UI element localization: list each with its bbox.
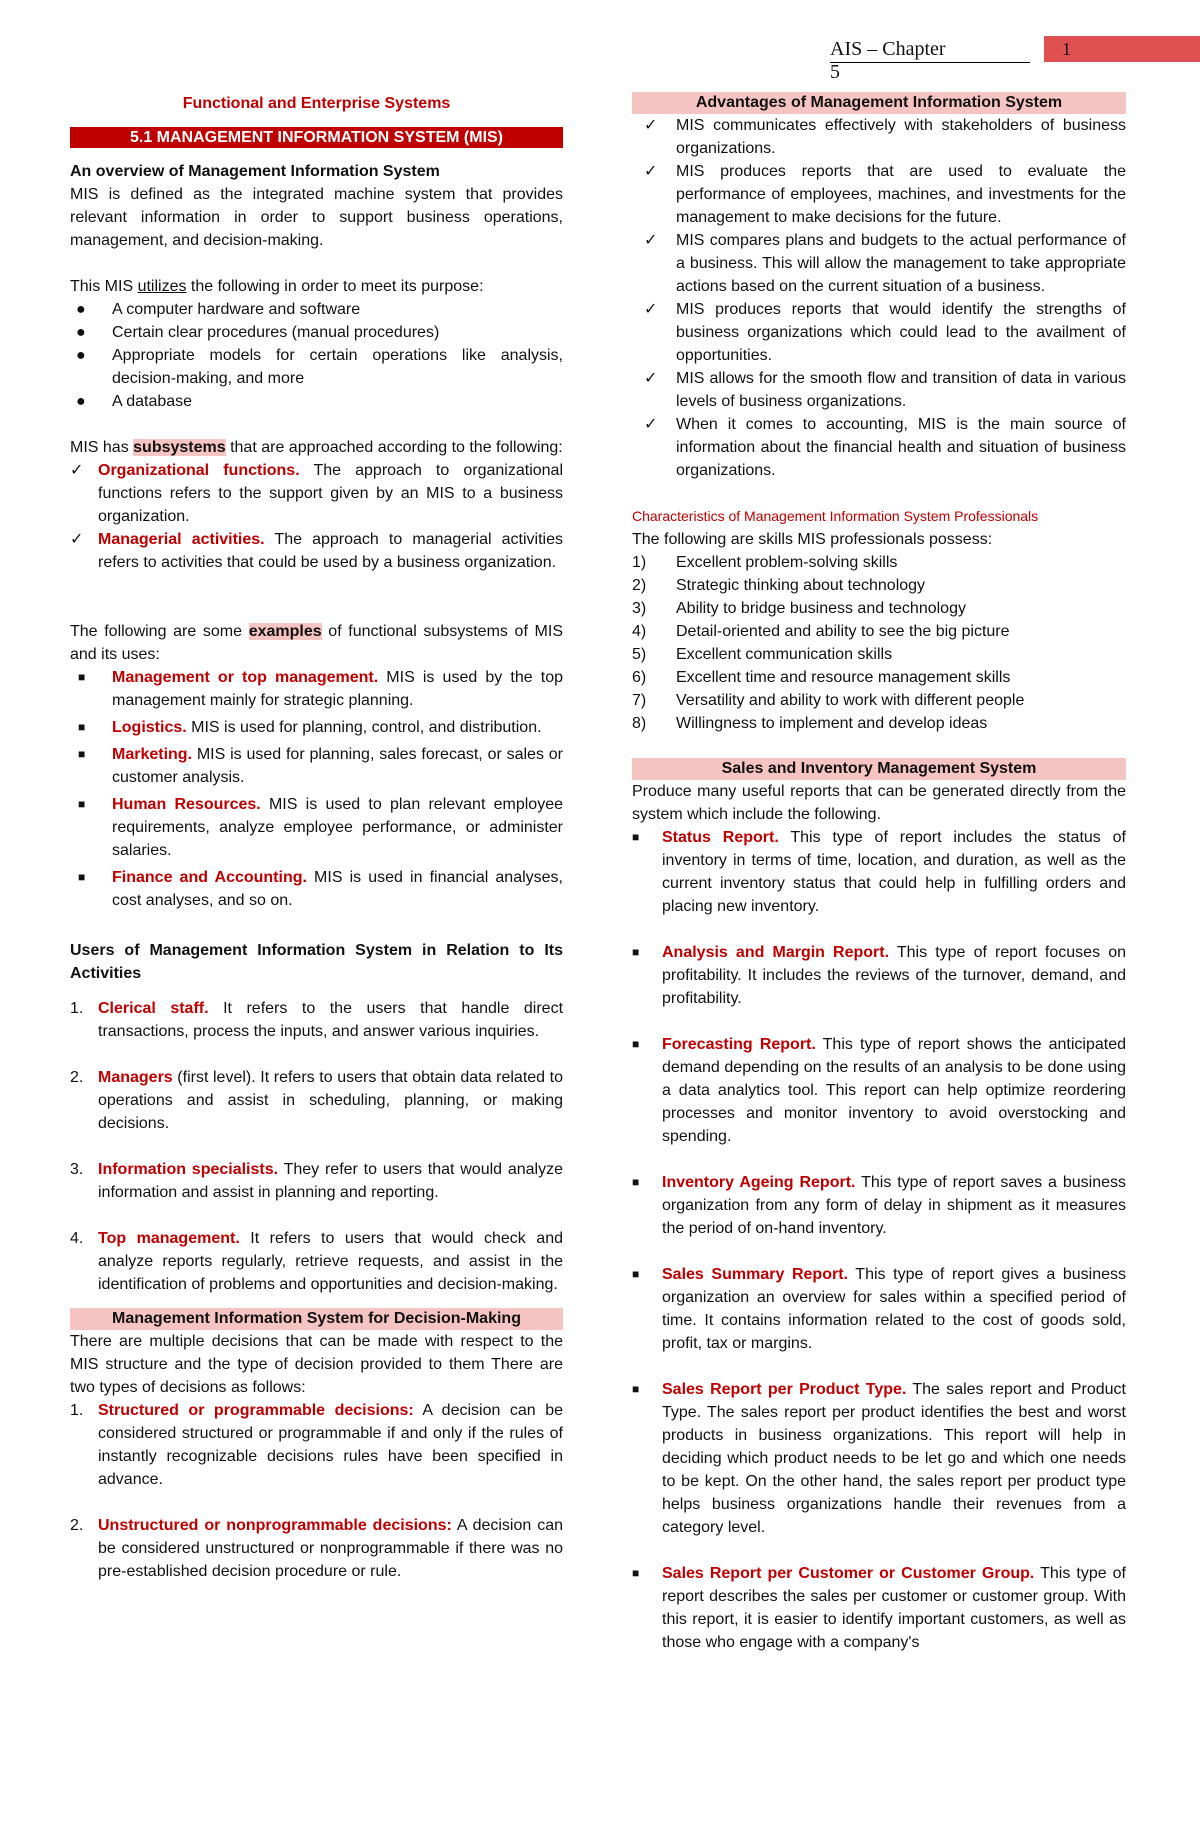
square-bullet-icon: ■ (78, 797, 86, 811)
square-bullet-icon: ■ (78, 870, 86, 884)
checkmark-icon: ✓ (70, 531, 84, 548)
list-item: ✓ Managerial activities. The approach to managerial activities refers to activities that could be used by a business organization. (70, 528, 563, 574)
examples-list (70, 666, 563, 912)
checkmark-icon: ✓ (644, 163, 658, 180)
bullet-icon: ● (76, 393, 86, 410)
list-item: ✓ MIS produces reports that are used to evaluate the performance of employees, machines, and investments for the management to make decisions for the future. (632, 160, 1126, 229)
list-item: ■ Logistics. MIS is used for planning, control, and distribution. (70, 716, 563, 739)
list-item: ● A database (70, 390, 563, 413)
advantages-banner: Advantages of Management Information System (632, 92, 1126, 114)
users-heading: Users of Management Information System in Relation to Its Activities (70, 942, 563, 982)
left-column (70, 92, 563, 1583)
square-bullet-icon: ■ (632, 830, 640, 844)
subsystems-list (70, 459, 563, 574)
list-item: 1. Structured or programmable decisions: A decision can be considered structured or programmable if and only if the rules of instantly recognizable decisions rules have been specified in advance. (70, 1402, 564, 1488)
list-item: 1. Clerical staff. It refers to the users that handle direct transactions, process the inputs, and answer various inquiries. (70, 1000, 564, 1040)
decision-text: There are multiple decisions that can be made with respect to the MIS structure and the type of decision provided to them There are two types of decisions as follows: (70, 1333, 563, 1396)
list-item: ■ Sales Report per Customer or Customer Group. This type of report describes the sales per customer or customer group. With this report, it is easier to identify important customers, as well as those who engage with a company's (632, 1562, 1126, 1654)
square-bullet-icon: ■ (632, 1382, 640, 1396)
examples-intro: The following are some examples of functional subsystems of MIS and its uses: (70, 623, 564, 663)
decision-banner: Management Information System for Decision-Making (70, 1308, 563, 1330)
characteristics-intro: The following are skills MIS professionals possess: (632, 531, 993, 548)
list-item: ■ Marketing. MIS is used for planning, sales forecast, or sales or customer analysis. (70, 743, 563, 789)
list-item: ● A computer hardware and software (70, 298, 563, 321)
utilizes-list (70, 298, 563, 413)
list-item: ■ Human Resources. MIS is used to plan relevant employee requirements, analyze employee performance, or administer salaries. (70, 793, 563, 862)
list-item: ● Certain clear procedures (manual procedures) (70, 321, 563, 344)
square-bullet-icon: ■ (78, 720, 86, 734)
square-bullet-icon: ■ (632, 945, 640, 959)
list-item: 3) Ability to bridge business and technology (632, 600, 966, 617)
list-item: 2) Strategic thinking about technology (632, 577, 926, 594)
list-item: 4) Detail-oriented and ability to see the big picture (632, 623, 1010, 640)
list-item: 8) Willingness to implement and develop ideas (632, 715, 988, 732)
list-item: 2. Unstructured or nonprogrammable decisions: A decision can be considered unstructured or nonprogrammable if there was no pre-established decision procedure or rule. (70, 1517, 563, 1580)
checkmark-icon: ✓ (644, 370, 658, 387)
list-item: ✓ Organizational functions. The approach to organizational functions refers to the support given by an MIS to a business organization. (70, 459, 563, 528)
square-bullet-icon: ■ (632, 1175, 640, 1189)
square-bullet-icon: ■ (632, 1267, 640, 1281)
page-header (830, 36, 1200, 83)
list-item: 6) Excellent time and resource management skills (632, 669, 1011, 686)
list-item: ■ Forecasting Report. This type of report shows the anticipated demand depending on the results of an analysis to be done using a data analytics tool. This report can help optimize reordering processes and monitor inventory to avoid overstocking and spending. (632, 1033, 1126, 1148)
sales-intro: Produce many useful reports that can be generated directly from the system which include the following. (632, 783, 1126, 823)
list-item: ■ Status Report. This type of report includes the status of inventory in terms of time, location, and duration, as well as the current inventory status that could help in fulfilling orders and placing new inventory. (632, 826, 1126, 918)
list-item: ✓ MIS communicates effectively with stakeholders of business organizations. (632, 114, 1126, 160)
list-item: 3. Information specialists. They refer to users that would analyze information and assist in planning and reporting. (70, 1161, 563, 1201)
doc-title: Functional and Enterprise Systems (182, 95, 451, 112)
square-bullet-icon: ■ (632, 1566, 640, 1580)
bullet-icon: ● (76, 324, 86, 341)
list-item: ✓ MIS produces reports that would identify the strengths of business organizations which could lead to the availment of opportunities. (632, 298, 1126, 367)
list-item: ● Appropriate models for certain operations like analysis, decision-making, and more (70, 344, 563, 390)
subsystems-intro: MIS has subsystems that are approached according to the following: (70, 439, 563, 456)
characteristics-heading: Characteristics of Management Information System Professionals (632, 508, 1039, 524)
list-item: ■ Sales Summary Report. This type of report gives a business organization an overview for sales within a specified period of time. It contains information related to the cost of goods sold, profit, tax or margins. (632, 1263, 1126, 1355)
checkmark-icon: ✓ (644, 232, 658, 249)
advantages-list (632, 114, 1126, 482)
list-item: ■ Sales Report per Product Type. The sales report and Product Type. The sales report per product identifies the best and worst products in business organizations. This report will help in deciding which product needs to be let go and which one needs to be kept. On the other hand, the sales report per product type helps business organizations handle their revenues from a category level. (632, 1378, 1126, 1539)
bullet-icon: ● (76, 301, 86, 318)
list-item: 7) Versatility and ability to work with different people (632, 692, 1025, 709)
decision-list (70, 1399, 563, 1583)
list-item: ■ Inventory Ageing Report. This type of report saves a business organization from any form of delay in shipment as it measures the period of on-hand inventory. (632, 1171, 1126, 1240)
list-item: ■ Analysis and Margin Report. This type of report focuses on profitability. It includes the reviews of the turnover, demand, and profitability. (632, 941, 1126, 1010)
sales-banner: Sales and Inventory Management System (632, 758, 1126, 780)
list-item: 4. Top management. It refers to users that would check and analyze reports regularly, retrieve requests, and assist in the identification of problems and opportunities and decision-making. (70, 1230, 564, 1293)
list-item: ✓ When it comes to accounting, MIS is the main source of information about the financial health and situation of business organizations. (632, 413, 1126, 482)
list-item: ✓ MIS allows for the smooth flow and transition of data in various levels of business organizations. (632, 367, 1126, 413)
checkmark-icon: ✓ (644, 301, 658, 318)
square-bullet-icon: ■ (78, 747, 86, 761)
page-number: 1 (1044, 36, 1200, 62)
square-bullet-icon: ■ (78, 670, 86, 684)
users-list (70, 997, 563, 1296)
overview-heading: An overview of Management Information System (70, 163, 440, 180)
checkmark-icon: ✓ (644, 117, 658, 134)
checkmark-icon: ✓ (644, 416, 658, 433)
characteristics-list (632, 551, 1126, 735)
list-item: 5) Excellent communication skills (632, 646, 893, 663)
checkmark-icon: ✓ (70, 462, 84, 479)
square-bullet-icon: ■ (632, 1037, 640, 1051)
list-item: ■ Management or top management. MIS is used by the top management mainly for strategic planning. (70, 666, 563, 712)
header-title: AIS – Chapter 5 (830, 38, 946, 83)
utilizes-intro: This MIS utilizes the following in order to meet its purpose: (70, 278, 484, 295)
bullet-icon: ● (76, 347, 86, 364)
overview-text: MIS is defined as the integrated machine system that provides relevant information in order to support business operations, management, and decision-making. (70, 186, 563, 249)
section-banner: 5.1 MANAGEMENT INFORMATION SYSTEM (MIS) (70, 127, 563, 148)
list-item: 1) Excellent problem-solving skills (632, 554, 898, 571)
list-item: ✓ MIS compares plans and budgets to the actual performance of a business. This will allow the management to take appropriate actions based on the current situation of a business. (632, 229, 1126, 298)
list-item: 2. Managers (first level). It refers to users that obtain data related to operations and assist in scheduling, planning, or making decisions. (70, 1069, 563, 1132)
right-column (632, 92, 1126, 1654)
list-item: ■ Finance and Accounting. MIS is used in financial analyses, cost analyses, and so on. (70, 866, 563, 912)
sales-list (632, 826, 1126, 1654)
